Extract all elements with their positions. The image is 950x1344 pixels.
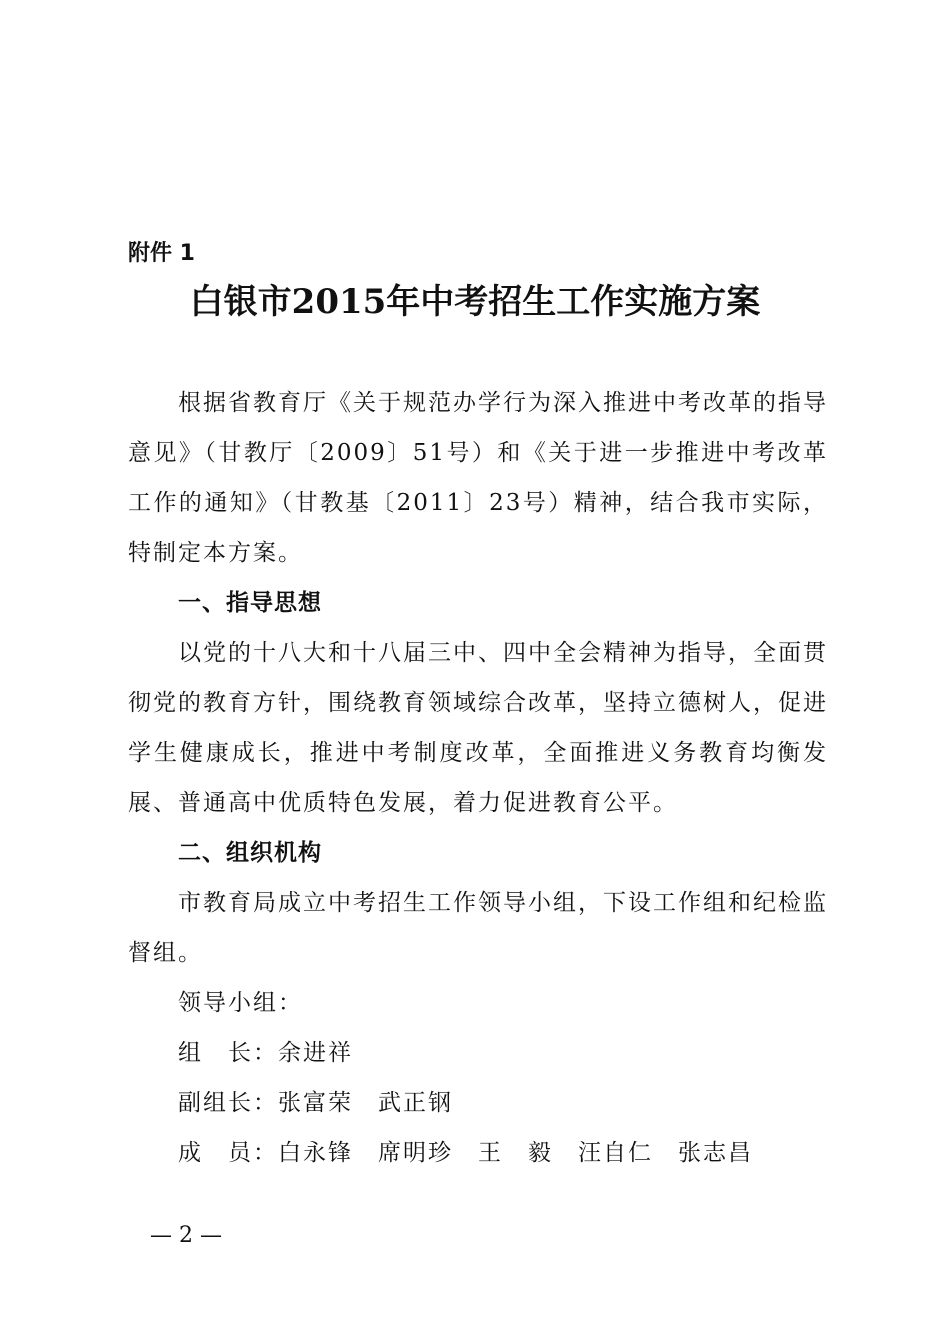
- section2-heading: 二、组织机构: [178, 840, 322, 866]
- leadership-group-label: 领导小组：: [178, 990, 303, 1016]
- attachment-label: 附件 1: [128, 241, 195, 266]
- group-leader-line: 组 长：余进祥: [178, 1040, 353, 1066]
- page-number: — 2 —: [150, 1223, 222, 1248]
- document-body: [128, 378, 828, 1178]
- deputy-leader-line: 副组长：张富荣 武正钢: [178, 1090, 453, 1116]
- section1-paragraph: 以党的十八大和十八届三中、四中全会精神为指导，全面贯彻党的教育方针，围绕教育领域综合改革，坚持立德树人，促进学生健康成长，推进中考制度改革，全面推进义务教育均衡发展、普通高中优质特色发展，着力促进教育公平。: [128, 640, 828, 816]
- intro-paragraph: 根据省教育厅《关于规范办学行为深入推进中考改革的指导意见》（甘教厅〔2009〕51号）和《关于进一步推进中考改革工作的通知》（甘教基〔2011〕23号）精神，结合我市实际，特制定本方案。: [128, 390, 828, 566]
- section1-heading: 一、指导思想: [178, 590, 322, 616]
- document-title: 白银市2015年中考招生工作实施方案: [189, 282, 761, 322]
- section2-paragraph: 市教育局成立中考招生工作领导小组，下设工作组和纪检监督组。: [128, 890, 828, 966]
- members-line: 成 员：白永锋 席明珍 王 毅 汪自仁 张志昌: [178, 1140, 753, 1166]
